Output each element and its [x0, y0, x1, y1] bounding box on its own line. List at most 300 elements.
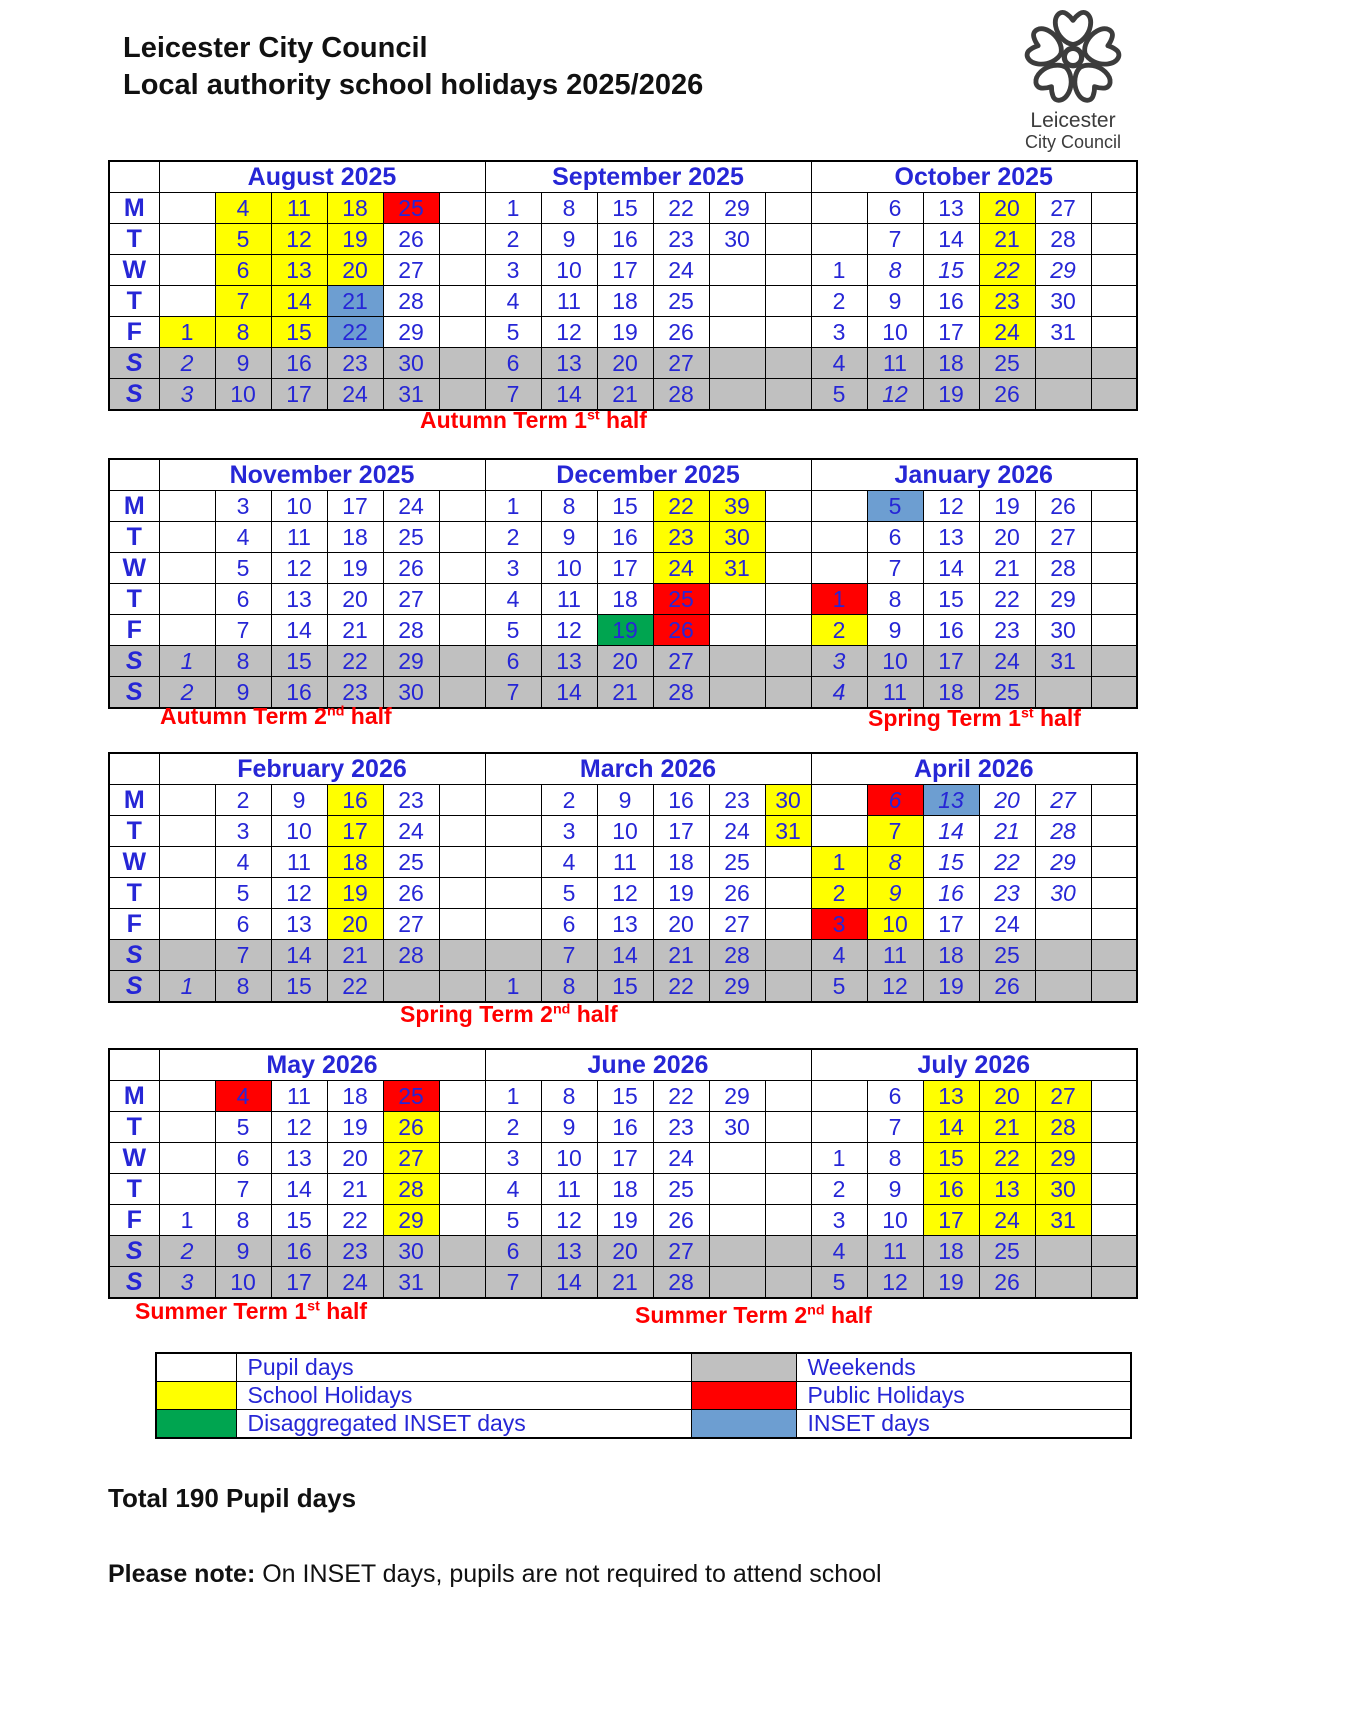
day-cell: 28 — [1035, 224, 1091, 255]
day-cell: 9 — [541, 1112, 597, 1143]
day-cell: 9 — [271, 785, 327, 816]
day-cell: 21 — [979, 1112, 1035, 1143]
day-cell: 14 — [923, 553, 979, 584]
day-cell: 16 — [327, 785, 383, 816]
day-cell: 26 — [653, 615, 709, 646]
day-cell — [439, 348, 485, 379]
total-pupil-days: Total 190 Pupil days — [108, 1483, 357, 1513]
day-cell — [1035, 940, 1091, 971]
day-cell — [159, 522, 215, 553]
day-cell — [485, 816, 541, 847]
day-cell — [1091, 615, 1137, 646]
day-row-label: F — [109, 317, 159, 348]
day-cell: 7 — [485, 1267, 541, 1299]
inset-note-bold: Please note: — [108, 1560, 256, 1588]
day-cell: 12 — [867, 379, 923, 411]
day-cell: 24 — [709, 816, 765, 847]
day-cell: 24 — [979, 1205, 1035, 1236]
day-cell — [1091, 1081, 1137, 1112]
day-cell — [439, 584, 485, 615]
day-cell: 19 — [327, 224, 383, 255]
day-cell: 31 — [383, 379, 439, 411]
day-cell: 22 — [653, 971, 709, 1003]
day-cell — [709, 646, 765, 677]
day-cell: 24 — [653, 553, 709, 584]
day-cell — [765, 491, 811, 522]
day-cell — [159, 940, 215, 971]
corner-cell — [109, 1049, 159, 1081]
day-cell: 24 — [653, 1143, 709, 1174]
day-cell: 9 — [867, 878, 923, 909]
day-row-label: S — [109, 940, 159, 971]
day-cell — [159, 847, 215, 878]
day-cell: 19 — [327, 1112, 383, 1143]
day-cell: 20 — [327, 255, 383, 286]
day-cell: 8 — [867, 255, 923, 286]
day-cell — [439, 615, 485, 646]
day-cell — [709, 286, 765, 317]
day-cell: 2 — [215, 785, 271, 816]
day-cell — [811, 224, 867, 255]
day-cell — [709, 1267, 765, 1299]
day-cell: 11 — [271, 847, 327, 878]
day-cell: 13 — [597, 909, 653, 940]
day-cell: 14 — [271, 615, 327, 646]
day-cell: 8 — [215, 1205, 271, 1236]
day-cell: 11 — [271, 522, 327, 553]
day-cell: 4 — [215, 522, 271, 553]
day-cell: 25 — [709, 847, 765, 878]
day-cell: 13 — [271, 584, 327, 615]
day-cell: 5 — [485, 1205, 541, 1236]
day-cell — [1035, 1236, 1091, 1267]
day-cell — [1091, 940, 1137, 971]
day-cell — [439, 491, 485, 522]
day-cell: 7 — [541, 940, 597, 971]
day-cell — [439, 816, 485, 847]
day-cell — [709, 348, 765, 379]
day-cell: 9 — [215, 677, 271, 709]
day-cell: 25 — [383, 193, 439, 224]
day-cell: 15 — [923, 584, 979, 615]
day-row-label: F — [109, 909, 159, 940]
day-cell: 16 — [597, 224, 653, 255]
day-cell: 23 — [653, 224, 709, 255]
day-cell: 31 — [1035, 646, 1091, 677]
day-cell: 6 — [215, 255, 271, 286]
day-cell — [1091, 816, 1137, 847]
day-cell — [765, 317, 811, 348]
day-cell: 10 — [215, 379, 271, 411]
day-cell — [765, 224, 811, 255]
month-header: July 2026 — [811, 1049, 1137, 1081]
logo-text-line1: Leicester — [1030, 109, 1116, 132]
day-cell: 30 — [1035, 615, 1091, 646]
day-cell: 31 — [1035, 1205, 1091, 1236]
day-cell: 8 — [541, 1081, 597, 1112]
day-cell: 26 — [979, 1267, 1035, 1299]
day-cell: 19 — [653, 878, 709, 909]
day-cell — [765, 646, 811, 677]
day-cell: 16 — [597, 522, 653, 553]
day-cell: 17 — [327, 816, 383, 847]
term-label-summer-2nd-half: Summer Term 2nd half — [635, 1302, 872, 1328]
day-cell: 17 — [923, 317, 979, 348]
day-cell: 6 — [485, 1236, 541, 1267]
day-cell: 6 — [867, 1081, 923, 1112]
day-cell — [159, 615, 215, 646]
day-cell: 13 — [271, 909, 327, 940]
day-cell: 11 — [867, 677, 923, 709]
day-cell: 27 — [383, 255, 439, 286]
day-cell — [439, 1112, 485, 1143]
day-cell: 12 — [867, 1267, 923, 1299]
day-cell: 21 — [979, 224, 1035, 255]
day-cell: 15 — [597, 491, 653, 522]
logo-text-line2: City Council — [1024, 132, 1122, 152]
day-cell: 14 — [923, 816, 979, 847]
month-header: March 2026 — [485, 753, 811, 785]
day-cell: 5 — [215, 553, 271, 584]
day-cell: 3 — [215, 816, 271, 847]
day-cell — [159, 878, 215, 909]
day-cell — [765, 1081, 811, 1112]
day-cell: 12 — [271, 878, 327, 909]
day-cell — [485, 785, 541, 816]
day-cell: 14 — [541, 1267, 597, 1299]
day-cell: 20 — [979, 1081, 1035, 1112]
legend-swatch-weekends — [691, 1353, 796, 1382]
day-cell: 14 — [923, 224, 979, 255]
day-cell: 21 — [653, 940, 709, 971]
day-cell: 31 — [1035, 317, 1091, 348]
month-header: January 2026 — [811, 459, 1137, 491]
day-cell: 16 — [923, 615, 979, 646]
day-cell: 13 — [541, 348, 597, 379]
day-cell: 20 — [597, 646, 653, 677]
day-cell: 15 — [271, 971, 327, 1003]
day-row-label: T — [109, 522, 159, 553]
day-cell: 25 — [383, 522, 439, 553]
legend-row — [156, 1382, 1131, 1410]
day-cell: 1 — [811, 1143, 867, 1174]
day-cell: 8 — [867, 584, 923, 615]
day-cell: 26 — [653, 1205, 709, 1236]
day-cell — [765, 677, 811, 709]
day-cell: 10 — [867, 646, 923, 677]
day-cell: 19 — [923, 971, 979, 1003]
day-cell: 24 — [383, 491, 439, 522]
day-cell — [159, 785, 215, 816]
day-cell: 11 — [867, 940, 923, 971]
day-cell — [159, 193, 215, 224]
day-cell: 4 — [541, 847, 597, 878]
day-cell: 23 — [709, 785, 765, 816]
day-cell — [765, 971, 811, 1003]
day-row-label: M — [109, 193, 159, 224]
day-cell — [159, 584, 215, 615]
day-row-label: F — [109, 615, 159, 646]
day-cell: 17 — [327, 491, 383, 522]
day-cell — [159, 553, 215, 584]
day-row-label: T — [109, 816, 159, 847]
day-cell: 11 — [541, 1174, 597, 1205]
day-cell: 24 — [979, 909, 1035, 940]
day-cell: 29 — [709, 971, 765, 1003]
day-cell: 39 — [709, 491, 765, 522]
day-cell: 31 — [709, 553, 765, 584]
day-cell: 14 — [271, 940, 327, 971]
day-cell: 6 — [215, 1143, 271, 1174]
day-cell: 11 — [541, 286, 597, 317]
day-cell: 20 — [327, 1143, 383, 1174]
day-cell: 11 — [867, 1236, 923, 1267]
day-cell — [439, 677, 485, 709]
day-cell — [1035, 1267, 1091, 1299]
day-cell: 27 — [1035, 785, 1091, 816]
day-cell: 1 — [485, 491, 541, 522]
day-cell: 26 — [383, 1112, 439, 1143]
day-cell: 27 — [653, 1236, 709, 1267]
day-cell: 22 — [979, 1143, 1035, 1174]
day-cell: 22 — [979, 847, 1035, 878]
day-cell: 3 — [541, 816, 597, 847]
day-cell: 20 — [979, 193, 1035, 224]
day-cell: 19 — [597, 1205, 653, 1236]
day-cell: 22 — [327, 1205, 383, 1236]
day-row-label: W — [109, 255, 159, 286]
day-cell: 1 — [159, 971, 215, 1003]
day-cell: 31 — [383, 1267, 439, 1299]
day-cell: 25 — [653, 1174, 709, 1205]
inset-note-rest: On INSET days, pupils are not required to attend school — [255, 1560, 882, 1588]
day-cell: 2 — [811, 286, 867, 317]
day-cell: 27 — [383, 584, 439, 615]
day-cell: 19 — [327, 878, 383, 909]
day-cell: 27 — [383, 1143, 439, 1174]
day-cell: 30 — [383, 677, 439, 709]
day-cell — [159, 491, 215, 522]
day-cell: 27 — [653, 348, 709, 379]
day-cell: 25 — [979, 348, 1035, 379]
day-cell: 17 — [923, 909, 979, 940]
day-cell: 18 — [327, 193, 383, 224]
day-cell: 22 — [327, 317, 383, 348]
day-cell — [811, 816, 867, 847]
day-cell — [765, 348, 811, 379]
day-cell: 15 — [923, 255, 979, 286]
day-cell — [439, 785, 485, 816]
day-row-label: T — [109, 1174, 159, 1205]
day-cell: 25 — [979, 1236, 1035, 1267]
day-cell — [439, 379, 485, 411]
day-cell — [709, 1143, 765, 1174]
day-cell: 9 — [867, 1174, 923, 1205]
day-row-label: T — [109, 286, 159, 317]
day-cell: 16 — [271, 677, 327, 709]
day-cell: 16 — [923, 1174, 979, 1205]
day-cell: 13 — [271, 1143, 327, 1174]
day-cell — [1035, 677, 1091, 709]
day-cell: 22 — [979, 584, 1035, 615]
day-cell — [1091, 847, 1137, 878]
day-cell: 6 — [867, 193, 923, 224]
day-row-label: T — [109, 584, 159, 615]
corner-cell — [109, 459, 159, 491]
day-cell: 10 — [597, 816, 653, 847]
day-cell: 17 — [653, 816, 709, 847]
day-cell — [1091, 224, 1137, 255]
day-cell: 28 — [383, 940, 439, 971]
day-cell: 19 — [327, 553, 383, 584]
day-cell: 26 — [383, 878, 439, 909]
day-cell: 22 — [653, 491, 709, 522]
day-cell — [765, 553, 811, 584]
day-cell — [1091, 379, 1137, 411]
day-cell: 1 — [811, 584, 867, 615]
day-cell: 6 — [541, 909, 597, 940]
day-cell — [485, 940, 541, 971]
day-cell: 1 — [159, 1205, 215, 1236]
day-cell: 23 — [653, 1112, 709, 1143]
month-header: April 2026 — [811, 753, 1137, 785]
day-cell: 13 — [979, 1174, 1035, 1205]
day-cell: 9 — [867, 286, 923, 317]
day-cell: 25 — [383, 1081, 439, 1112]
legend-label-school-holidays: School Holidays — [236, 1382, 691, 1410]
day-cell — [439, 878, 485, 909]
day-cell — [709, 677, 765, 709]
day-cell — [765, 522, 811, 553]
day-cell: 3 — [485, 255, 541, 286]
day-cell: 28 — [1035, 816, 1091, 847]
day-cell: 23 — [327, 1236, 383, 1267]
corner-cell — [109, 753, 159, 785]
day-cell — [439, 522, 485, 553]
day-cell: 31 — [765, 816, 811, 847]
day-cell: 20 — [597, 1236, 653, 1267]
day-cell: 7 — [215, 615, 271, 646]
day-cell: 16 — [923, 878, 979, 909]
day-cell: 27 — [1035, 522, 1091, 553]
day-cell — [811, 1081, 867, 1112]
day-cell: 8 — [215, 317, 271, 348]
day-cell — [709, 615, 765, 646]
day-row-label: S — [109, 379, 159, 411]
day-cell: 30 — [709, 224, 765, 255]
day-cell — [439, 553, 485, 584]
calendar-quarter-nov-jan — [108, 458, 1138, 709]
day-cell: 17 — [271, 379, 327, 411]
day-cell: 27 — [1035, 193, 1091, 224]
day-cell: 23 — [979, 615, 1035, 646]
legend-swatch-public-holidays — [691, 1382, 796, 1410]
day-cell: 9 — [541, 522, 597, 553]
day-cell — [811, 193, 867, 224]
day-row-label: S — [109, 971, 159, 1003]
day-cell: 1 — [485, 193, 541, 224]
day-cell — [709, 584, 765, 615]
day-cell — [439, 1236, 485, 1267]
day-cell: 7 — [215, 940, 271, 971]
day-cell — [485, 878, 541, 909]
day-cell: 3 — [485, 553, 541, 584]
day-row-label: T — [109, 224, 159, 255]
day-cell: 13 — [923, 1081, 979, 1112]
day-cell: 3 — [215, 491, 271, 522]
day-cell: 1 — [485, 971, 541, 1003]
day-cell: 2 — [811, 878, 867, 909]
day-cell: 8 — [215, 971, 271, 1003]
day-cell: 4 — [215, 193, 271, 224]
day-cell: 20 — [327, 584, 383, 615]
day-cell: 29 — [1035, 584, 1091, 615]
day-cell — [439, 193, 485, 224]
day-cell: 21 — [327, 615, 383, 646]
day-cell — [765, 255, 811, 286]
day-row-label: S — [109, 348, 159, 379]
day-row-label: W — [109, 847, 159, 878]
day-cell: 10 — [215, 1267, 271, 1299]
day-cell: 21 — [979, 816, 1035, 847]
day-cell: 28 — [653, 379, 709, 411]
day-cell — [1091, 553, 1137, 584]
day-cell: 2 — [159, 348, 215, 379]
corner-cell — [109, 161, 159, 193]
day-cell — [1091, 1205, 1137, 1236]
day-row-label: S — [109, 677, 159, 709]
day-cell — [439, 1081, 485, 1112]
day-cell: 9 — [215, 1236, 271, 1267]
day-cell: 28 — [653, 1267, 709, 1299]
day-cell — [439, 971, 485, 1003]
day-cell — [765, 1205, 811, 1236]
day-cell — [765, 286, 811, 317]
day-cell: 29 — [709, 1081, 765, 1112]
day-cell — [439, 847, 485, 878]
day-cell: 24 — [979, 317, 1035, 348]
day-cell: 11 — [271, 1081, 327, 1112]
month-header: May 2026 — [159, 1049, 485, 1081]
calendar-quarter-feb-apr — [108, 752, 1138, 1003]
day-cell — [1091, 584, 1137, 615]
day-cell: 15 — [597, 1081, 653, 1112]
day-cell: 21 — [597, 677, 653, 709]
day-cell: 12 — [597, 878, 653, 909]
day-cell: 18 — [923, 940, 979, 971]
day-cell: 6 — [485, 646, 541, 677]
day-cell: 15 — [923, 1143, 979, 1174]
day-cell: 1 — [159, 646, 215, 677]
day-cell — [1091, 1112, 1137, 1143]
day-cell: 16 — [597, 1112, 653, 1143]
day-cell — [159, 1081, 215, 1112]
day-cell: 27 — [653, 646, 709, 677]
day-cell: 7 — [485, 379, 541, 411]
day-cell: 1 — [485, 1081, 541, 1112]
day-cell: 25 — [979, 940, 1035, 971]
day-cell: 2 — [159, 1236, 215, 1267]
month-header: December 2025 — [485, 459, 811, 491]
day-cell: 21 — [979, 553, 1035, 584]
day-cell: 23 — [979, 878, 1035, 909]
day-cell: 19 — [979, 491, 1035, 522]
legend-label-public-holidays: Public Holidays — [796, 1382, 1131, 1410]
legend-swatch-school-holidays — [156, 1382, 236, 1410]
day-cell: 26 — [709, 878, 765, 909]
day-cell: 11 — [541, 584, 597, 615]
day-cell: 8 — [215, 646, 271, 677]
